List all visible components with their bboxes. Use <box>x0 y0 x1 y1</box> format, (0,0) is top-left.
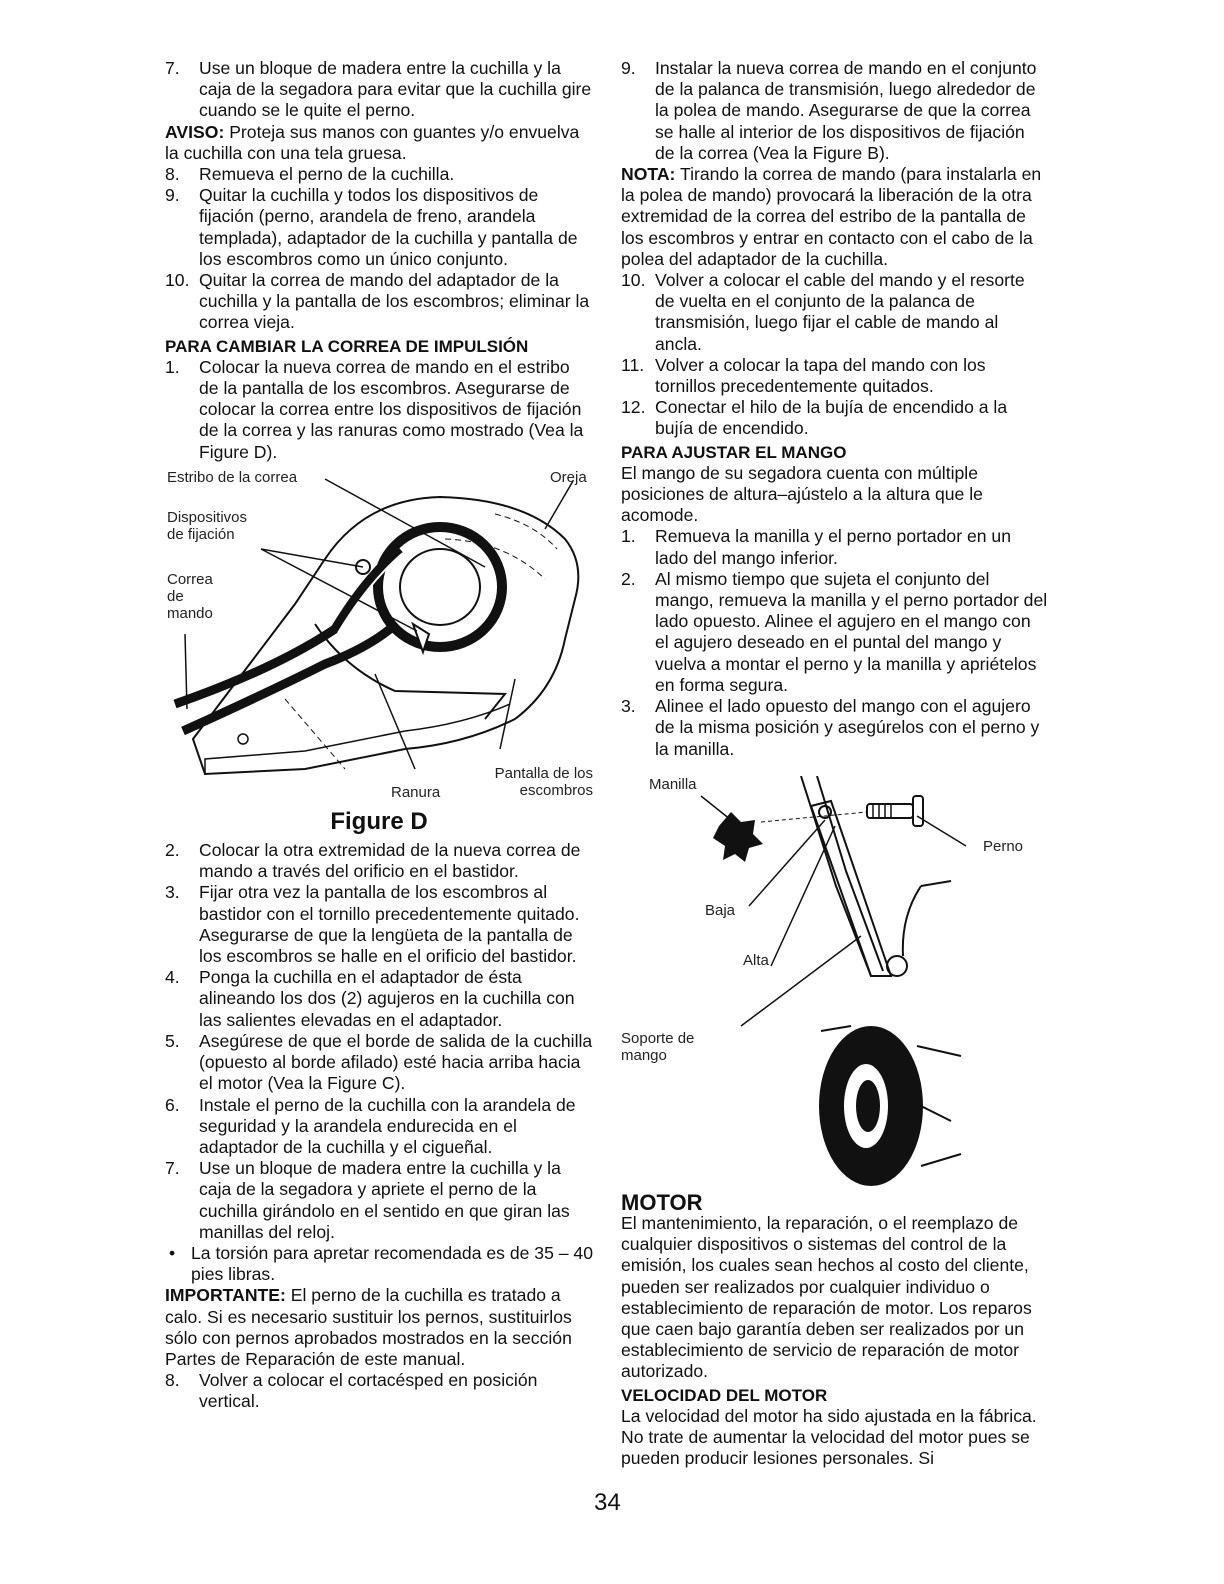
step-number: 7. <box>165 1158 180 1179</box>
step-text: Ponga la cuchilla en el adaptador de ésta alineando los dos (2) agujeros en la cuchilla con las salientes elevadas en el adaptador. <box>199 967 575 1030</box>
label-pantalla: Pantalla de los escombros <box>494 764 593 799</box>
step-text: Remueva la manilla y el perno portador en un lado del mango inferior. <box>655 526 1011 568</box>
nota-label: NOTA: <box>621 164 676 185</box>
step-5 <box>165 1031 593 1095</box>
heading-belt: PARA CAMBIAR LA CORREA DE IMPULSIÓN <box>165 336 529 356</box>
step-text: Volver a colocar la tapa del mando con los tornillos precedentemente quitados. <box>655 354 986 397</box>
aviso-text: Proteja sus manos con guantes y/o envuelva la cuchilla con una tela gruesa. <box>165 121 580 163</box>
label-alta: Alta <box>743 951 769 969</box>
label-oreja: Oreja <box>550 468 587 486</box>
importante-text: El perno de la cuchilla es tratado a calo. Si es necesario sustituir los pernos, sustituirlos sólo con pernos aprobados mostrados en la sección Partes de Reparación de este manual. <box>165 1285 572 1369</box>
step-number: 3. <box>621 696 636 717</box>
step-10r <box>621 270 1049 355</box>
label-estribo: Estribo de la correa <box>167 468 298 486</box>
step-9 <box>165 185 593 270</box>
step-8 <box>165 164 593 185</box>
right-column <box>621 58 1049 1469</box>
torque-bullet <box>165 1243 593 1285</box>
mango-step-2 <box>621 569 1049 696</box>
step-text: Instale el perno de la cuchilla con la arandela de seguridad y la arandela endurecida en el adaptador de la cuchilla y el cigueñal. <box>199 1094 576 1157</box>
figure-d <box>165 469 593 809</box>
step-11r <box>621 355 1049 397</box>
aviso-note <box>165 122 593 164</box>
step-2 <box>165 840 593 882</box>
figure-handle <box>621 776 1049 1186</box>
bullet-text: La torsión para apretar recomendada es de 35 – 40 pies libras. <box>191 1242 593 1285</box>
label-ranura: Ranura <box>391 783 441 801</box>
belt-step-1 <box>165 357 593 463</box>
step-7b <box>165 1158 593 1243</box>
motor-text: El mantenimiento, la reparación, o el reemplazo de cualquier dispositivos o sistemas del control de la emisión, los cuales sean hechos al costo del cliente, pueden ser realizados por cualquier individuo o establecimiento de reparación de motor. Los reparos que caen bajo garantía deben ser realizados por un establecimiento de servicio de reparación de motor autorizado. <box>621 1212 1032 1382</box>
left-column <box>165 58 593 1413</box>
label-baja: Baja <box>705 901 736 919</box>
label-perno: Perno <box>983 837 1024 855</box>
aviso-label: AVISO: <box>165 121 225 142</box>
step-number: 9. <box>621 58 636 78</box>
step-number: 10. <box>621 270 646 291</box>
step-number: 10. <box>165 270 190 291</box>
mango-step-3 <box>621 696 1049 760</box>
step-number: 1. <box>621 526 636 547</box>
heading-mango: PARA AJUSTAR EL MANGO <box>621 442 847 462</box>
step-9r <box>621 58 1049 164</box>
step-10 <box>165 270 593 334</box>
step-8b <box>165 1370 593 1412</box>
label-dispositivos: Dispositivos de fijación <box>167 508 248 543</box>
step-number: 9. <box>165 185 180 206</box>
step-12r <box>621 397 1049 439</box>
step-number: 2. <box>621 568 636 589</box>
step-number: 7. <box>165 58 180 78</box>
step-number: 8. <box>165 1370 180 1391</box>
step-text: Al mismo tiempo que sujeta el conjunto del mango, remueva la manilla y el perno portador del lado opuesto. Alinee el agujero en el mango con el agujero deseado en el puntal del mango y vuelva a montar el perno y la manilla y apriételos en forma segura. <box>655 568 1048 695</box>
step-text: Instalar la nueva correa de mando en el conjunto de la palanca de transmisión, luego alrededor de la polea de mando. Asegurarse de que la correa se halle al interior de los dispositivos de fijación de la correa (Vea la Figure B). <box>655 58 1037 163</box>
label-manilla: Manilla <box>649 775 697 793</box>
nota-note <box>621 164 1049 270</box>
step-number: 4. <box>165 967 180 988</box>
label-correa: Correa de mando <box>167 570 213 622</box>
step-text: Conectar el hilo de la bujía de encendido a la bujía de encendido. <box>655 397 1008 439</box>
importante-note <box>165 1285 593 1370</box>
mango-step-1 <box>621 526 1049 568</box>
mango-intro: El mango de su segadora cuenta con múltiple posiciones de altura–ajústelo a la altura que le acomode. <box>621 462 983 526</box>
step-text: Volver a colocar el cortacésped en posición vertical. <box>199 1370 538 1412</box>
step-text: Quitar la correa de mando del adaptador de la cuchilla y la pantalla de los escombros; eliminar la correa vieja. <box>199 270 590 333</box>
step-text: Remueva el perno de la cuchilla. <box>199 164 455 185</box>
step-text: Colocar la nueva correa de mando en el estribo de la pantalla de los escombros. Asegurarse de colocar la correa entre los dispositivos de fijación de la correa y las ranuras como mostrado (Vea la Figure D). <box>199 356 584 462</box>
velocidad-text: La velocidad del motor ha sido ajustada en la fábrica. No trate de aumentar la velocidad del motor pues se pueden producir lesiones personales. Si <box>621 1405 1037 1469</box>
step-text: Quitar la cuchilla y todos los dispositivos de fijación (perno, arandela de freno, arandela templada), adaptador de la cuchilla y pantalla de los escombros como un único conjunto. <box>199 185 578 269</box>
step-text: Volver a colocar el cable del mando y el resorte de vuelta en el conjunto de la palanca de transmisión, luego fijar el cable de mando al ancla. <box>655 270 1025 354</box>
heading-motor: MOTOR <box>621 1189 703 1215</box>
step-text: Alinee el lado opuesto del mango con el agujero de la misma posición y asegúrelos con el perno y la manilla. <box>655 696 1040 759</box>
label-soporte: Soporte de mango <box>621 1029 695 1064</box>
step-text: Use un bloque de madera entre la cuchilla y la caja de la segadora y apriete el perno de la cuchilla girándolo en el sentido en que giran las manillas del reloj. <box>199 1158 570 1242</box>
step-number: 6. <box>165 1094 180 1115</box>
step-number: 12. <box>621 397 646 418</box>
step-4 <box>165 967 593 1031</box>
step-number: 2. <box>165 840 180 861</box>
step-text: Colocar la otra extremidad de la nueva correa de mando a través del orificio en el bastidor. <box>199 840 581 882</box>
step-7a <box>165 58 593 122</box>
step-number: 1. <box>165 356 180 377</box>
importante-label: IMPORTANTE: <box>165 1285 286 1306</box>
step-number: 3. <box>165 882 180 903</box>
bullet-dot: • <box>169 1242 176 1263</box>
step-number: 8. <box>165 164 180 185</box>
step-text: Fijar otra vez la pantalla de los escombros al bastidor con el tornillo precedentemente quitado. Asegurarse de que la lengüeta de la pantalla de los escombros se halle en el orificio del bastidor. <box>199 882 580 967</box>
figure-d-caption: Figure D <box>330 807 428 835</box>
step-number: 11. <box>621 354 645 375</box>
nota-text: Tirando la correa de mando (para instalarla en la polea de mando) provocará la liberación de la otra extremidad de la correa del estribo de la pantalla de los escombros y entrar en contacto con el cabo de la polea del adaptador de la cuchilla. <box>621 164 1042 269</box>
step-text: Asegúrese de que el borde de salida de la cuchilla (opuesto al borde afilado) esté hacia arriba hacia el motor (Vea la Figure C). <box>199 1030 593 1094</box>
page-number: 34 <box>594 1489 621 1516</box>
step-number: 5. <box>165 1030 180 1051</box>
step-3 <box>165 882 593 967</box>
step-text: Use un bloque de madera entre la cuchilla y la caja de la segadora para evitar que la cuchilla gire cuando se le quite el perno. <box>199 58 592 121</box>
heading-velocidad: VELOCIDAD DEL MOTOR <box>621 1385 828 1405</box>
step-6 <box>165 1095 593 1159</box>
